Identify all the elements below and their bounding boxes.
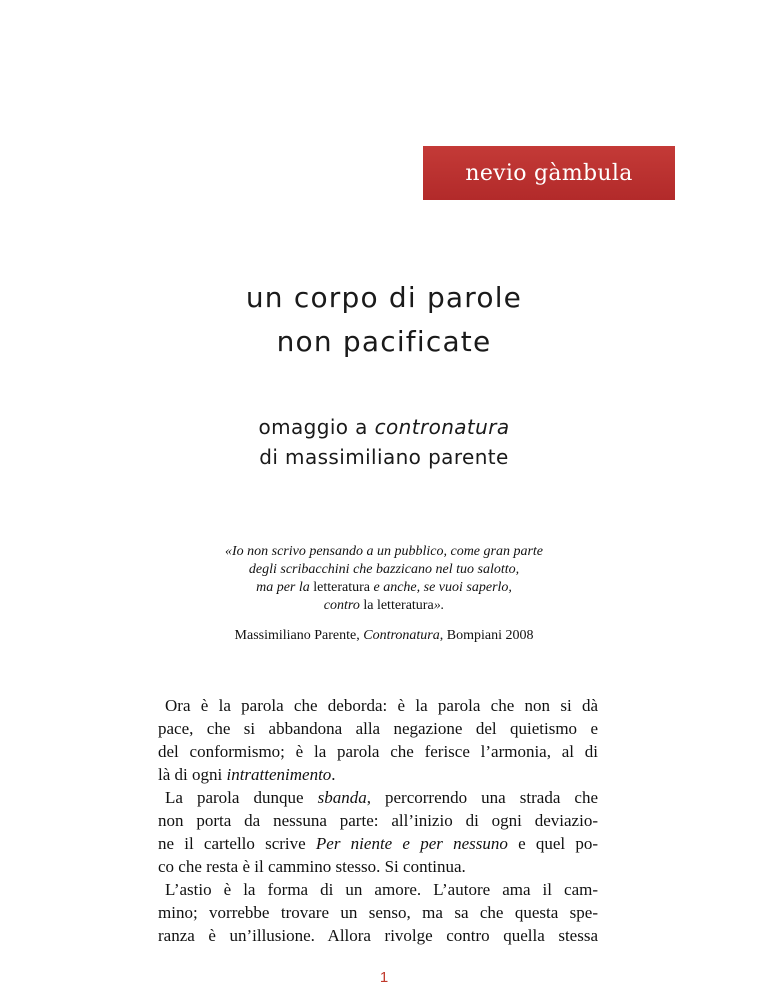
body-line: non porta da nessuna parte: all’inizio di ogni deviazio- bbox=[158, 811, 598, 830]
author-name: nevio gàmbula bbox=[465, 160, 633, 186]
epigraph-line-3 bbox=[0, 579, 768, 597]
epigraph-line-1 bbox=[0, 543, 768, 561]
body-line: co che resta è il cammino stesso. Si continua. bbox=[158, 857, 466, 876]
subtitle-prefix: omaggio a bbox=[258, 415, 375, 439]
body-emphasis: intrattenimento bbox=[226, 765, 332, 784]
body-fragment: La parola dunque bbox=[165, 788, 318, 807]
body-line bbox=[158, 786, 598, 809]
page-number: 1 bbox=[379, 969, 389, 986]
subtitle-work: contronatura bbox=[374, 415, 510, 439]
epigraph-text-3a: ma per la bbox=[256, 580, 314, 595]
title-line-2: non pacificate bbox=[276, 325, 492, 358]
body-line: del conformismo; è la parola che ferisce l’armonia, al di bbox=[158, 742, 598, 761]
body-fragment: ne il cartello scrive bbox=[158, 834, 316, 853]
epigraph-source bbox=[0, 627, 768, 645]
body-fragment: là di ogni bbox=[158, 765, 227, 784]
body-line: L’astio è la forma di un amore. L’autore ama il cam- bbox=[165, 880, 598, 899]
body-fragment: e quel po- bbox=[507, 834, 598, 853]
body-fragment: . bbox=[331, 765, 336, 784]
source-rest: , Bompiani 2008 bbox=[439, 628, 534, 643]
subtitle-line-2: di massimiliano parente bbox=[259, 445, 509, 469]
author-banner bbox=[423, 146, 675, 200]
source-author: Massimiliano Parente, bbox=[234, 628, 364, 643]
body-line: Ora è la parola che deborda: è la parola che non si dà bbox=[165, 696, 598, 715]
body-line: mino; vorrebbe trovare un senso, ma sa che questa spe- bbox=[158, 903, 598, 922]
epigraph-line-2 bbox=[0, 561, 768, 579]
body-line bbox=[158, 832, 598, 855]
body-text bbox=[158, 694, 598, 947]
body-fragment: , percorrendo una strada che bbox=[366, 788, 598, 807]
epigraph-line-4 bbox=[0, 597, 768, 615]
source-work: Contronatura bbox=[363, 628, 440, 643]
title-line-1: un corpo di parole bbox=[245, 281, 523, 314]
epigraph-text-4c: ». bbox=[433, 598, 445, 613]
epigraph-text-3c: e anche, se vuoi saperlo, bbox=[370, 580, 512, 595]
body-emphasis: Per niente e per nessuno bbox=[315, 834, 508, 853]
epigraph-text-2: degli scribacchini che bazzicano nel tuo salotto, bbox=[248, 562, 520, 577]
epigraph-text-1: «Io non scrivo pensando a un pubblico, come gran parte bbox=[224, 544, 544, 559]
body-emphasis: sbanda bbox=[317, 788, 367, 807]
epigraph-text-4b: la letteratura bbox=[363, 598, 434, 613]
subtitle-line-1 bbox=[0, 412, 768, 442]
body-line bbox=[158, 763, 598, 786]
epigraph-text-4a: contro bbox=[323, 598, 364, 613]
epigraph-text-3b: letteratura bbox=[313, 580, 370, 595]
body-line: ranza è un’illusione. Allora rivolge contro quella stessa bbox=[158, 926, 598, 945]
body-line: pace, che si abbandona alla negazione del quietismo e bbox=[158, 719, 598, 738]
